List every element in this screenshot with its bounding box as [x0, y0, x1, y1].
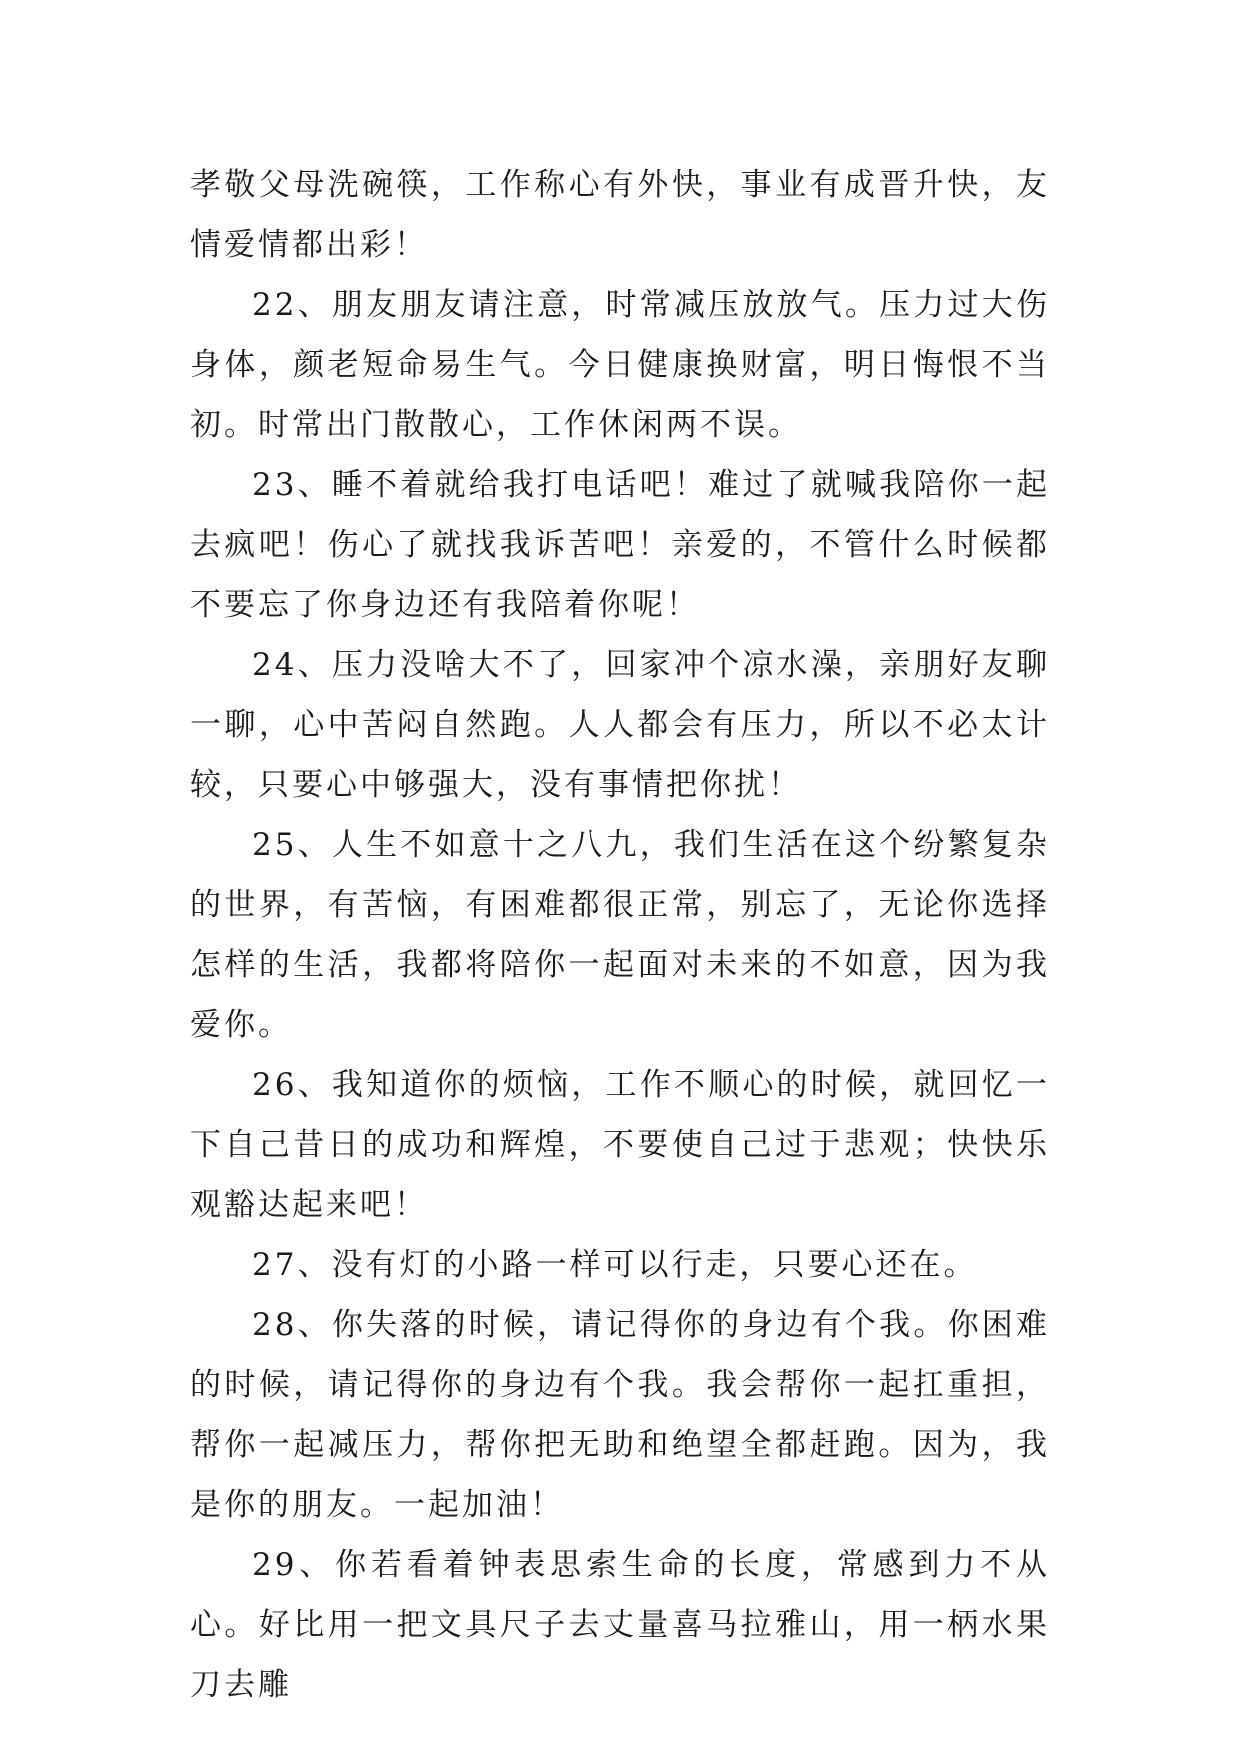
document-body: [190, 155, 1050, 1715]
paragraph-26: 26、我知道你的烦恼，工作不顺心的时候，就回忆一下自己昔日的成功和辉煌，不要使自己过于悲观；快快乐观豁达起来吧！: [190, 1067, 1050, 1223]
paragraph-22: 22、朋友朋友请注意，时常减压放放气。压力过大伤身体，颜老短命易生气。今日健康换财富，明日悔恨不当初。时常出门散散心，工作休闲两不误。: [190, 287, 1050, 443]
paragraph-28: 28、你失落的时候，请记得你的身边有个我。你困难的时候，请记得你的身边有个我。我会帮你一起扛重担，帮你一起减压力，帮你把无助和绝望全都赶跑。因为，我是你的朋友。一起加油！: [190, 1307, 1050, 1523]
paragraph-24: 24、压力没啥大不了，回家冲个凉水澡，亲朋好友聊一聊，心中苦闷自然跑。人人都会有压力，所以不必太计较，只要心中够强大，没有事情把你扰！: [190, 647, 1050, 803]
paragraph-27: 27、没有灯的小路一样可以行走，只要心还在。: [252, 1247, 978, 1283]
paragraph-29: 29、你若看着钟表思索生命的长度，常感到力不从心。好比用一把文具尺子去丈量喜马拉雅山，用一柄水果刀去雕: [190, 1547, 1050, 1703]
paragraph-23: 23、睡不着就给我打电话吧！难过了就喊我陪你一起去疯吧！伤心了就找我诉苦吧！亲爱的，不管什么时候都不要忘了你身边还有我陪着你呢！: [190, 467, 1050, 623]
paragraph-25: 25、人生不如意十之八九，我们生活在这个纷繁复杂的世界，有苦恼，有困难都很正常，别忘了，无论你选择怎样的生活，我都将陪你一起面对未来的不如意，因为我爱你。: [190, 827, 1050, 1043]
paragraph-continuation: 孝敬父母洗碗筷，工作称心有外快，事业有成晋升快，友情爱情都出彩！: [190, 167, 1050, 263]
